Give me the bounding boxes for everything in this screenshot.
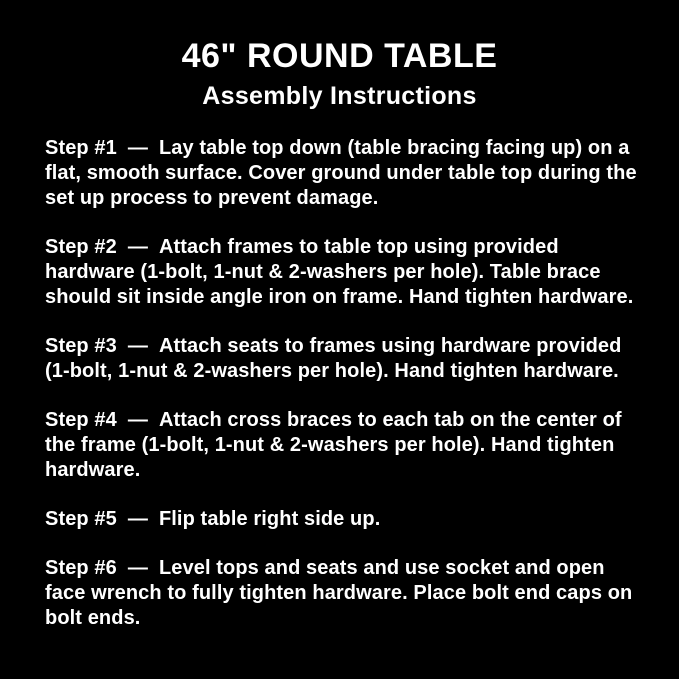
step-item-6 bbox=[45, 556, 641, 631]
page-subtitle: Assembly Instructions bbox=[202, 82, 477, 111]
step-text: Flip table right side up. bbox=[158, 508, 381, 531]
step-label: Step #1 bbox=[45, 137, 117, 160]
header bbox=[0, 0, 679, 111]
step-label: Step #6 bbox=[45, 557, 117, 580]
step-separator: — bbox=[127, 557, 148, 580]
step-text: Attach frames to table top using provided hardware (1-bolt, 1-nut & 2-washers per hole). Table brace should sit inside angle iron on frame. Hand tighten hardware. bbox=[45, 236, 634, 309]
step-text: Lay table top down (table bracing facing up) on a flat, smooth surface. Cover ground under table top during the set up process to prevent damage. bbox=[45, 137, 637, 210]
step-text: Attach cross braces to each tab on the center of the frame (1-bolt, 1-nut & 2-washers per hole). Hand tighten hardware. bbox=[45, 409, 622, 482]
step-item-2 bbox=[45, 235, 641, 310]
step-item-1 bbox=[45, 136, 641, 211]
step-label: Step #2 bbox=[45, 236, 117, 259]
step-item-5 bbox=[45, 507, 641, 532]
step-label: Step #4 bbox=[45, 409, 117, 432]
page-title: 46" ROUND TABLE bbox=[181, 37, 498, 75]
step-separator: — bbox=[127, 409, 148, 432]
steps-list bbox=[0, 111, 679, 631]
step-text: Level tops and seats and use socket and open face wrench to fully tighten hardware. Place bolt end caps on bolt ends. bbox=[45, 557, 633, 630]
step-separator: — bbox=[127, 236, 148, 259]
step-separator: — bbox=[127, 137, 148, 160]
step-separator: — bbox=[127, 508, 148, 531]
step-separator: — bbox=[127, 335, 148, 358]
step-item-3 bbox=[45, 334, 641, 384]
step-item-4 bbox=[45, 408, 641, 483]
step-label: Step #3 bbox=[45, 335, 117, 358]
step-label: Step #5 bbox=[45, 508, 117, 531]
step-text: Attach seats to frames using hardware provided (1-bolt, 1-nut & 2-washers per hole). Hand tighten hardware. bbox=[45, 335, 622, 383]
